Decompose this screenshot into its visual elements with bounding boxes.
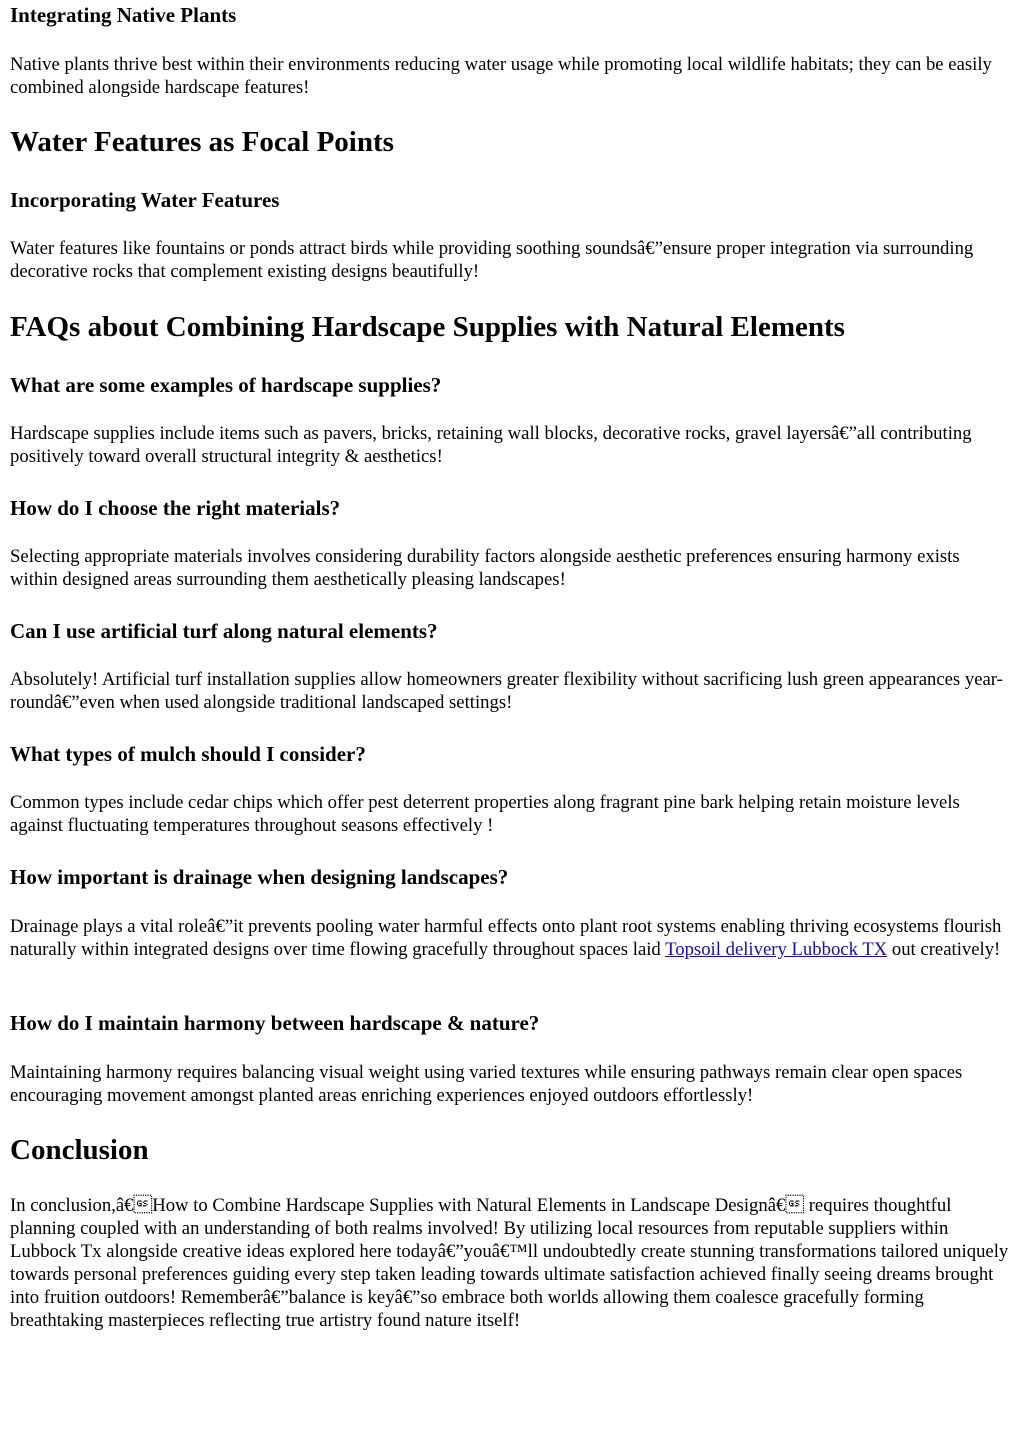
faq-question-examples: What are some examples of hardscape supplies? bbox=[10, 373, 442, 397]
faq-answer-drainage bbox=[10, 915, 1010, 961]
heading-integrating-native-plants: Integrating Native Plants bbox=[10, 3, 237, 27]
heading-incorporating-water-features: Incorporating Water Features bbox=[10, 188, 280, 212]
paragraph-conclusion: In conclusion,â€ How to Combine Hardscape Supplies with Natural Elements in Landscape Designâ€ requires thoughtful planning coupled with an understanding of both realms involved! By utilizing local resources from reputable suppliers within Lubbock Tx alongside creative ideas explored here todayâ€”youâ€™ll undoubtedly create stunning transformations tailored uniquely towards personal preferences guiding every step taken leading towards ultimate satisfaction achieved finally seeing dreams brought into fruition outdoors! Rememberâ€”balance is keyâ€”so embrace both worlds allowing them coalesce gracefully forming breathtaking masterpieces reflecting true artistry found nature itself! bbox=[10, 1195, 1009, 1331]
faq-question-mulch: What types of mulch should I consider? bbox=[10, 742, 366, 766]
faq-question-drainage: How important is drainage when designing landscapes? bbox=[10, 865, 509, 889]
paragraph-water-features: Water features like fountains or ponds attract birds while providing soothing soundsâ€”ensure proper integration via surrounding decorative rocks that complement existing designs beautifully! bbox=[10, 238, 974, 282]
faq-question-artificial-turf: Can I use artificial turf along natural elements? bbox=[10, 619, 438, 643]
heading-water-features: Water Features as Focal Points bbox=[10, 126, 394, 158]
heading-faqs: FAQs about Combining Hardscape Supplies with Natural Elements bbox=[10, 311, 845, 343]
faq-question-materials: How do I choose the right materials? bbox=[10, 496, 341, 520]
drainage-text-after: out creatively! bbox=[887, 939, 1001, 960]
faq-answer-mulch: Common types include cedar chips which offer pest deterrent properties along fragrant pine bark helping retain moisture levels against fluctuating temperatures throughout seasons effectively ! bbox=[10, 792, 960, 836]
faq-answer-materials: Selecting appropriate materials involves considering durability factors alongside aesthetic preferences ensuring harmony exists within designed areas surrounding them aesthetically pleasing landscapes! bbox=[10, 546, 960, 590]
paragraph-native-plants: Native plants thrive best within their environments reducing water usage while promoting local wildlife habitats; they can be easily combined alongside hardscape features! bbox=[10, 54, 992, 98]
topsoil-delivery-link[interactable]: Topsoil delivery Lubbock TX bbox=[665, 939, 888, 960]
faq-question-harmony: How do I maintain harmony between hardscape & nature? bbox=[10, 1011, 540, 1035]
faq-answer-artificial-turf: Absolutely! Artificial turf installation supplies allow homeowners greater flexibility without sacrificing lush green appearances year-roundâ€”even when used alongside traditional landscaped settings! bbox=[10, 669, 1003, 713]
faq-answer-harmony: Maintaining harmony requires balancing visual weight using varied textures while ensuring pathways remain clear open spaces encouraging movement amongst planted areas enriching experiences enjoyed outdoors effortlessly! bbox=[10, 1062, 963, 1106]
drainage-text-before: Drainage plays a vital roleâ€”it prevents pooling water harmful effects onto plant root systems enabling thriving ecosystems flourish naturally within integrated designs over time flowing gracefully throughout spaces laid bbox=[10, 916, 1002, 960]
faq-answer-examples: Hardscape supplies include items such as pavers, bricks, retaining wall blocks, decorative rocks, gravel layersâ€”all contributing positively toward overall structural integrity & aesthetics! bbox=[10, 423, 972, 467]
heading-conclusion: Conclusion bbox=[10, 1134, 149, 1166]
